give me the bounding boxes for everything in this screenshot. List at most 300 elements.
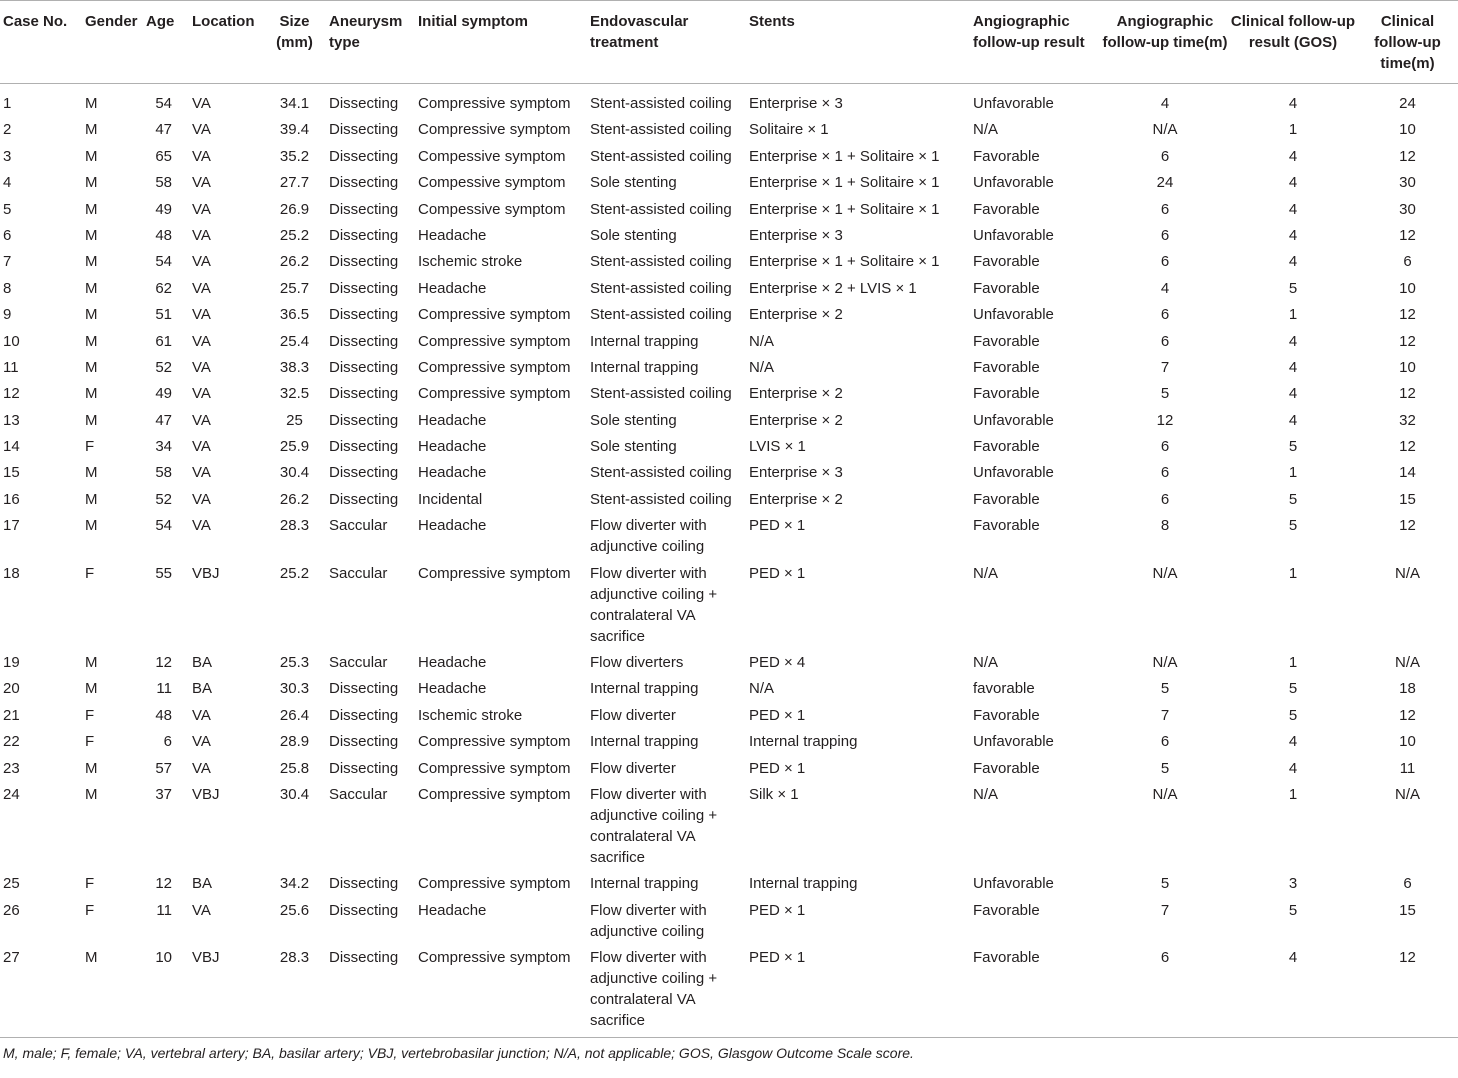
cell-location: VA	[192, 901, 211, 919]
cell-aneurysm-type: Dissecting	[329, 706, 399, 724]
cell-clinical-result: 1	[1288, 785, 1298, 803]
col-header-location: Location	[186, 1, 273, 84]
table-row	[0, 702, 1458, 728]
cell-location: VA	[192, 226, 211, 244]
cell-aneurysm-type: Dissecting	[329, 253, 399, 271]
cell-treatment: Stent-assisted coiling	[590, 279, 732, 297]
cell-angio-time: 6	[1101, 944, 1229, 1038]
cell-stents: N/A	[749, 358, 775, 376]
col-header-gender: Gender	[85, 1, 146, 84]
cell-location: VA	[192, 517, 211, 535]
cell-aneurysm-type: Dissecting	[329, 411, 399, 429]
table-row	[0, 143, 1458, 169]
cell-clinical-time: 10	[1399, 279, 1416, 297]
cell-age: 52	[155, 358, 172, 376]
table-row	[0, 897, 1458, 944]
cell-treatment: Flow diverter with adjunctive coiling + contralateral VA sacrifice	[590, 944, 749, 1038]
cell-size: 25.8	[279, 759, 310, 777]
cell-case-no: 23	[3, 759, 20, 777]
cell-initial-symptom: Compressive symptom	[418, 121, 571, 139]
cell-stents: Enterprise × 1 + Solitaire × 1	[749, 147, 940, 165]
cell-age: 47	[155, 121, 172, 139]
cell-age: 34	[155, 438, 172, 456]
cell-aneurysm-type: Dissecting	[329, 875, 399, 893]
cell-age: 48	[155, 706, 172, 724]
cell-aneurysm-type: Dissecting	[329, 226, 399, 244]
cell-age: 54	[155, 253, 172, 271]
cell-aneurysm-type: Dissecting	[329, 95, 399, 112]
cell-clinical-time: 30	[1399, 174, 1416, 192]
cell-clinical-result: 1	[1288, 564, 1298, 582]
cell-angio-result: Favorable	[973, 358, 1040, 376]
cell-angio-result: Unfavorable	[973, 174, 1054, 192]
cell-clinical-time: 24	[1399, 95, 1416, 112]
cell-angio-result: Favorable	[973, 200, 1040, 218]
col-header-aneurysm-type: Aneurysm type	[316, 1, 418, 84]
cell-stents: Enterprise × 3	[749, 464, 843, 482]
cell-clinical-time: 12	[1399, 385, 1416, 403]
cell-gender: M	[85, 654, 98, 672]
cell-case-no: 3	[3, 147, 12, 165]
cell-treatment: Stent-assisted coiling	[590, 490, 732, 508]
cell-age: 54	[155, 517, 172, 535]
cell-size: 25.7	[279, 279, 310, 297]
cell-angio-time: 5	[1160, 680, 1170, 698]
cell-clinical-result: 4	[1288, 733, 1298, 751]
col-header-stents: Stents	[749, 1, 973, 84]
cell-case-no: 18	[3, 564, 20, 582]
cell-clinical-time: N/A	[1394, 785, 1420, 803]
cell-location: VBJ	[192, 785, 220, 803]
cell-clinical-time: 14	[1399, 464, 1416, 482]
cell-clinical-result: 4	[1288, 385, 1298, 403]
table-row	[0, 728, 1458, 754]
cell-treatment: Stent-assisted coiling	[590, 385, 732, 403]
cell-treatment: Stent-assisted coiling	[590, 95, 732, 112]
cell-stents: PED × 1	[749, 564, 806, 582]
cell-aneurysm-type: Saccular	[329, 564, 388, 582]
cell-angio-result: Unfavorable	[973, 733, 1054, 751]
cell-case-no: 10	[3, 332, 20, 350]
cell-clinical-result: 4	[1288, 174, 1298, 192]
cell-initial-symptom: Headache	[418, 438, 487, 456]
cell-stents: Enterprise × 2	[749, 490, 843, 508]
cell-location: BA	[192, 654, 213, 672]
cell-treatment: Sole stenting	[590, 226, 677, 244]
cell-age: 58	[155, 464, 172, 482]
cell-initial-symptom: Headache	[418, 517, 487, 535]
cell-stents: LVIS × 1	[749, 438, 806, 456]
cell-stents: PED × 4	[749, 654, 806, 672]
cell-aneurysm-type: Dissecting	[329, 358, 399, 376]
cell-gender: M	[85, 200, 98, 218]
cell-treatment: Sole stenting	[590, 411, 677, 429]
cell-initial-symptom: Incidental	[418, 490, 483, 508]
cell-initial-symptom: Compressive symptom	[418, 385, 571, 403]
cell-size: 32.5	[279, 385, 310, 403]
cell-location: VA	[192, 306, 211, 324]
cell-gender: M	[85, 358, 98, 376]
cell-size: 34.1	[279, 95, 310, 112]
cell-size: 34.2	[279, 875, 310, 893]
cell-initial-symptom: Ischemic stroke	[418, 706, 523, 724]
cell-initial-symptom: Compressive symptom	[418, 944, 590, 1038]
cell-clinical-time: 10	[1399, 358, 1416, 376]
table-body	[0, 84, 1458, 1038]
cell-angio-time: 5	[1160, 385, 1170, 403]
cell-size: 26.4	[279, 706, 310, 724]
cell-treatment: Flow diverter	[590, 759, 676, 777]
col-header-age: Age	[146, 1, 186, 84]
cell-size: 28.3	[273, 944, 316, 1038]
cell-stents: Enterprise × 2	[749, 385, 843, 403]
cell-stents: PED × 1	[749, 901, 806, 919]
cell-gender: M	[85, 490, 98, 508]
cell-treatment: Flow diverter	[590, 706, 676, 724]
cell-age: 12	[155, 875, 172, 893]
cell-angio-time: 6	[1160, 306, 1170, 324]
cell-angio-time: 6	[1160, 226, 1170, 244]
cell-stents: PED × 1	[749, 517, 806, 535]
cell-angio-time: N/A	[1152, 564, 1178, 582]
cell-location: VA	[192, 706, 211, 724]
cell-angio-time: 4	[1160, 279, 1170, 297]
cell-angio-result: Unfavorable	[973, 95, 1054, 112]
cell-location: VA	[192, 733, 211, 751]
cell-clinical-time: 30	[1399, 200, 1416, 218]
cell-location: VA	[192, 759, 211, 777]
cell-clinical-result: 5	[1288, 680, 1298, 698]
cell-aneurysm-type: Dissecting	[329, 385, 399, 403]
cell-aneurysm-type: Dissecting	[329, 680, 399, 698]
cell-angio-result: Favorable	[973, 944, 1101, 1038]
cell-case-no: 19	[3, 654, 20, 672]
table-row	[0, 675, 1458, 701]
cell-gender: M	[85, 174, 98, 192]
cell-size: 25	[286, 411, 303, 429]
cell-gender: M	[85, 253, 98, 271]
cell-age: 49	[155, 200, 172, 218]
cell-treatment: Flow diverter with adjunctive coiling	[590, 901, 707, 940]
cell-clinical-time: 12	[1399, 226, 1416, 244]
cell-clinical-result: 5	[1288, 438, 1298, 456]
cell-clinical-result: 5	[1288, 490, 1298, 508]
cell-aneurysm-type: Dissecting	[329, 174, 399, 192]
cell-clinical-result: 4	[1288, 147, 1298, 165]
cell-initial-symptom: Ischemic stroke	[418, 253, 523, 271]
cell-gender: M	[85, 385, 98, 403]
cell-clinical-result: 4	[1288, 200, 1298, 218]
cell-size: 25.6	[279, 901, 310, 919]
cell-clinical-result: 4	[1288, 95, 1298, 112]
col-header-treatment: Endovascular treatment	[590, 1, 749, 84]
cell-clinical-result: 4	[1229, 944, 1357, 1038]
cell-gender: M	[85, 147, 98, 165]
cell-clinical-time: 10	[1399, 733, 1416, 751]
cell-aneurysm-type: Dissecting	[329, 147, 399, 165]
cell-size: 26.2	[279, 490, 310, 508]
cell-age: 48	[155, 226, 172, 244]
cell-location: VA	[192, 332, 211, 350]
cell-clinical-time: 12	[1399, 332, 1416, 350]
cell-case-no: 8	[3, 279, 12, 297]
cell-treatment: Stent-assisted coiling	[590, 147, 732, 165]
col-header-clinical-result: Clinical follow-up result (GOS)	[1229, 1, 1357, 84]
cell-initial-symptom: Compressive symptom	[418, 759, 571, 777]
cell-treatment: Internal trapping	[590, 875, 699, 893]
cell-stents: Internal trapping	[749, 733, 858, 751]
cell-clinical-time: 6	[1403, 875, 1412, 893]
table-row	[0, 328, 1458, 354]
cell-case-no: 1	[3, 95, 12, 112]
cell-treatment: Internal trapping	[590, 332, 699, 350]
table-row	[0, 84, 1458, 117]
cell-stents: PED × 1	[749, 944, 973, 1038]
cell-case-no: 6	[3, 226, 12, 244]
cell-angio-time: 8	[1160, 517, 1170, 535]
cell-initial-symptom: Compressive symptom	[418, 95, 571, 112]
cell-angio-result: Favorable	[973, 279, 1040, 297]
table-row	[0, 944, 1458, 1038]
cell-age: 51	[155, 306, 172, 324]
table-row	[0, 407, 1458, 433]
cell-age: 65	[155, 147, 172, 165]
cell-clinical-time: 12	[1399, 147, 1416, 165]
cell-treatment: Flow diverter with adjunctive coiling + contralateral VA sacrifice	[590, 564, 718, 645]
cell-gender: M	[85, 517, 98, 535]
cell-stents: Enterprise × 1 + Solitaire × 1	[749, 174, 940, 192]
cell-angio-time: N/A	[1152, 121, 1178, 139]
cell-clinical-time: 32	[1399, 411, 1416, 429]
cell-gender: F	[85, 706, 95, 724]
cell-stents: Solitaire × 1	[749, 121, 829, 139]
cell-case-no: 17	[3, 517, 20, 535]
cell-age: 54	[155, 95, 172, 112]
cell-angio-result: Unfavorable	[973, 306, 1054, 324]
cell-angio-time: 6	[1160, 147, 1170, 165]
cell-stents: N/A	[749, 332, 775, 350]
table-row	[0, 275, 1458, 301]
cell-angio-time: 7	[1160, 901, 1170, 919]
cell-angio-time: N/A	[1152, 785, 1178, 803]
cell-location: VA	[192, 200, 211, 218]
cell-angio-time: 12	[1156, 411, 1174, 429]
cell-stents: Enterprise × 1 + Solitaire × 1	[749, 200, 940, 218]
cell-case-no: 2	[3, 121, 12, 139]
cell-location: VA	[192, 279, 211, 297]
table-row	[0, 459, 1458, 485]
cell-stents: Enterprise × 3	[749, 226, 843, 244]
cell-stents: Enterprise × 3	[749, 95, 843, 112]
col-header-angio-time: Angiographic follow-up time(m)	[1101, 1, 1229, 84]
cell-size: 39.4	[279, 121, 310, 139]
cell-aneurysm-type: Saccular	[329, 517, 388, 535]
cell-location: VBJ	[186, 944, 273, 1038]
cell-age: 47	[155, 411, 172, 429]
cell-clinical-result: 4	[1288, 253, 1298, 271]
cell-age: 58	[155, 174, 172, 192]
cell-age: 55	[155, 564, 172, 582]
cell-initial-symptom: Compressive symptom	[418, 358, 571, 376]
cell-gender: F	[85, 875, 95, 893]
cell-treatment: Stent-assisted coiling	[590, 306, 732, 324]
cell-clinical-result: 4	[1288, 358, 1298, 376]
cell-gender: M	[85, 464, 98, 482]
cell-gender: M	[85, 121, 98, 139]
cell-clinical-result: 1	[1288, 464, 1298, 482]
cell-initial-symptom: Compressive symptom	[418, 875, 571, 893]
cell-angio-result: Favorable	[973, 253, 1040, 271]
table-row	[0, 222, 1458, 248]
cell-location: VA	[192, 174, 211, 192]
table-row	[0, 486, 1458, 512]
cell-aneurysm-type: Dissecting	[329, 464, 399, 482]
cell-gender: F	[85, 438, 95, 456]
cell-angio-result: Favorable	[973, 438, 1040, 456]
cell-initial-symptom: Compressive symptom	[418, 332, 571, 350]
cell-gender: F	[85, 564, 95, 582]
cell-aneurysm-type: Dissecting	[329, 200, 399, 218]
cell-clinical-result: 5	[1288, 279, 1298, 297]
cell-aneurysm-type: Dissecting	[329, 306, 399, 324]
cell-treatment: Internal trapping	[590, 733, 699, 751]
cell-treatment: Stent-assisted coiling	[590, 464, 732, 482]
cell-treatment: Internal trapping	[590, 680, 699, 698]
cell-angio-result: Unfavorable	[973, 464, 1054, 482]
cell-clinical-result: 1	[1288, 654, 1298, 672]
cell-initial-symptom: Compessive symptom	[418, 147, 566, 165]
cell-size: 25.2	[279, 226, 310, 244]
cell-stents: PED × 1	[749, 706, 806, 724]
cell-location: VA	[192, 464, 211, 482]
cell-gender: M	[85, 785, 98, 803]
table-row	[0, 380, 1458, 406]
cell-case-no: 4	[3, 174, 12, 192]
cell-stents: Enterprise × 2	[749, 411, 843, 429]
cell-initial-symptom: Compessive symptom	[418, 200, 566, 218]
cell-clinical-result: 4	[1288, 411, 1298, 429]
cell-initial-symptom: Compressive symptom	[418, 564, 571, 582]
cell-size: 25.3	[279, 654, 310, 672]
cell-clinical-time: 12	[1399, 438, 1416, 456]
table-row	[0, 169, 1458, 195]
table-row	[0, 301, 1458, 327]
cell-age: 10	[146, 944, 186, 1038]
table-footnote: M, male; F, female; VA, vertebral artery; BA, basilar artery; VBJ, vertebrobasilar junction; N/A, not applicable; GOS, Glasgow Outcome Scale score.	[3, 1045, 914, 1062]
cell-clinical-time: 12	[1399, 706, 1416, 724]
col-header-clinical-time: Clinical follow-up time(m)	[1357, 1, 1458, 84]
cell-clinical-result: 1	[1288, 306, 1298, 324]
cell-case-no: 24	[3, 785, 20, 803]
cell-aneurysm-type: Dissecting	[329, 490, 399, 508]
cell-case-no: 27	[0, 944, 85, 1038]
cell-location: VA	[192, 147, 211, 165]
cell-case-no: 11	[3, 358, 19, 376]
cell-aneurysm-type: Dissecting	[329, 759, 399, 777]
cell-size: 25.4	[279, 332, 310, 350]
cell-stents: Silk × 1	[749, 785, 799, 803]
table-row	[0, 512, 1458, 559]
cell-aneurysm-type: Dissecting	[316, 944, 418, 1038]
cell-aneurysm-type: Saccular	[329, 785, 388, 803]
cell-clinical-result: 5	[1288, 901, 1298, 919]
cell-size: 25.9	[279, 438, 310, 456]
table-row	[0, 560, 1458, 649]
cell-case-no: 21	[3, 706, 20, 724]
cell-angio-result: Favorable	[973, 490, 1040, 508]
cell-clinical-time: 12	[1399, 306, 1416, 324]
table-row	[0, 870, 1458, 896]
cell-aneurysm-type: Dissecting	[329, 279, 399, 297]
cell-stents: Enterprise × 2 + LVIS × 1	[749, 279, 917, 297]
table-header	[0, 1, 1458, 84]
cell-case-no: 14	[3, 438, 20, 456]
cell-initial-symptom: Headache	[418, 654, 487, 672]
cell-clinical-time: 10	[1399, 121, 1416, 139]
cell-gender: M	[85, 279, 98, 297]
cell-gender: M	[85, 944, 146, 1038]
cell-treatment: Flow diverters	[590, 654, 684, 672]
cell-initial-symptom: Compressive symptom	[418, 733, 571, 751]
cell-angio-result: N/A	[973, 121, 999, 139]
cell-initial-symptom: Headache	[418, 279, 487, 297]
cell-angio-result: Favorable	[973, 759, 1040, 777]
cell-angio-result: favorable	[973, 680, 1035, 698]
cell-location: VA	[192, 95, 211, 112]
cell-angio-result: N/A	[973, 654, 999, 672]
cell-clinical-time: 18	[1399, 680, 1416, 698]
cell-case-no: 25	[3, 875, 20, 893]
cell-aneurysm-type: Dissecting	[329, 438, 399, 456]
cell-angio-time: 7	[1160, 706, 1170, 724]
cell-clinical-time: 15	[1399, 901, 1416, 919]
cell-angio-time: 24	[1156, 174, 1174, 192]
cell-treatment: Stent-assisted coiling	[590, 253, 732, 271]
cell-treatment: Sole stenting	[590, 174, 677, 192]
cell-gender: M	[85, 95, 98, 112]
cell-treatment: Internal trapping	[590, 358, 699, 376]
cell-gender: M	[85, 306, 98, 324]
cell-angio-time: 5	[1160, 875, 1170, 893]
cell-initial-symptom: Headache	[418, 226, 487, 244]
cell-age: 6	[163, 733, 172, 751]
table-row	[0, 433, 1458, 459]
cell-angio-result: Unfavorable	[973, 226, 1054, 244]
cell-case-no: 22	[3, 733, 20, 751]
cell-size: 26.2	[279, 253, 310, 271]
cell-location: VA	[192, 438, 211, 456]
cell-clinical-result: 1	[1288, 121, 1298, 139]
cell-case-no: 5	[3, 200, 12, 218]
cell-gender: M	[85, 680, 98, 698]
cell-initial-symptom: Compressive symptom	[418, 785, 571, 803]
header-row	[0, 1, 1458, 84]
table-row	[0, 196, 1458, 222]
col-header-size: Size (mm)	[273, 1, 316, 84]
cell-size: 30.3	[279, 680, 310, 698]
cell-location: VBJ	[192, 564, 220, 582]
cell-clinical-result: 5	[1288, 706, 1298, 724]
cell-aneurysm-type: Saccular	[329, 654, 388, 672]
cell-size: 27.7	[279, 174, 310, 192]
cell-angio-time: N/A	[1152, 654, 1178, 672]
cell-size: 30.4	[279, 785, 310, 803]
cell-size: 38.3	[279, 358, 310, 376]
cell-angio-result: Unfavorable	[973, 875, 1054, 893]
col-header-case-no: Case No.	[0, 1, 85, 84]
cell-angio-time: 6	[1160, 438, 1170, 456]
cell-clinical-time: 6	[1403, 253, 1412, 271]
